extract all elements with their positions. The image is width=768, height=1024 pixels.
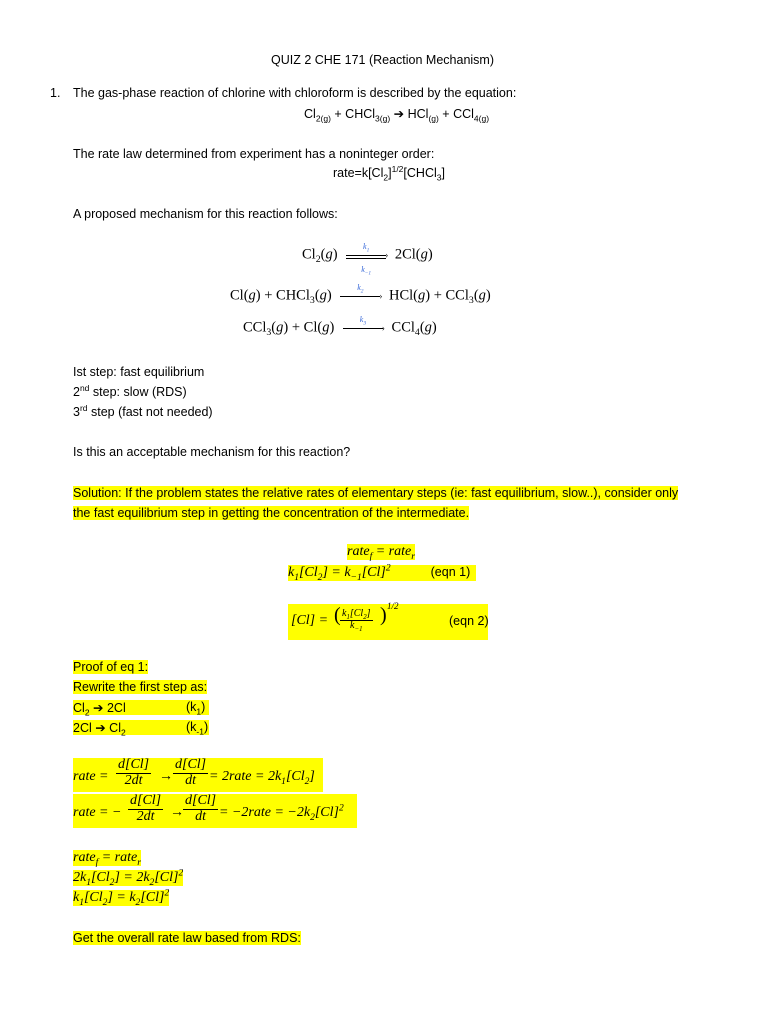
question-intro: The gas-phase reaction of chlorine with chloroform is described by the equation:	[73, 86, 517, 100]
proof-reverse-step: 2Cl ➔ $Cl_2$ $(k_{-1})$	[73, 720, 209, 738]
step-1-label: Ist step: fast equilibrium	[73, 365, 205, 379]
question-number: 1.	[50, 86, 61, 100]
forward-arrow-icon: $k_3$ ›	[341, 317, 385, 339]
solution-line-2: the fast equilibrium step in getting the concentration of the intermediate.	[73, 506, 470, 520]
forward-arrow-icon: $k_2$ ›	[338, 285, 382, 307]
rate-forward-derivation: rate = $\frac{d[Cl]}{2dt}$ → $\frac{d[Cl]}{dt}$ = 2rate = $2k_1[Cl_2]$	[73, 758, 323, 792]
proof-heading: Proof of eq 1:	[73, 660, 149, 674]
eqn-1-label: (eqn 1)	[430, 565, 471, 579]
page-title: QUIZ 2 CHE 171 (Reaction Mechanism)	[271, 53, 494, 67]
overall-equation: $Cl_{2(g)}$ + CHCl$_{3(g)}$ ➔ HCl$_{(g)}$ + CCl$_{4(g)}$	[304, 107, 490, 124]
question-ask: Is this an acceptable mechanism for this reaction?	[73, 445, 351, 459]
rate-law-intro: The rate law determined from experiment has a noninteger order:	[73, 147, 435, 161]
rate-law: $rate=k[Cl_2]^{1/2}[CHCl_3]$	[333, 163, 445, 183]
proof-step-b: $k_1[Cl_2] = k_2[Cl]^2$	[73, 888, 170, 908]
equilibrium-arrow-icon: $k_1$ › $k_{-1}$	[344, 244, 388, 266]
step-3-label: 3rd step (fast not needed)	[73, 402, 213, 419]
rate-reverse-derivation: rate = − $\frac{d[Cl]}{2dt}$ → $\frac{d[Cl]}{dt}$ = −2rate = $-2k_2[Cl]^2$	[73, 794, 357, 828]
rates-equal: rate$_f$ = rate$_r$	[347, 544, 415, 562]
step-2-label: 2nd step: slow (RDS)	[73, 382, 187, 399]
proof-step-a: $2k_1[Cl_2] = 2k_2[Cl]^2$	[73, 868, 184, 888]
solution-line-1: Solution: If the problem states the relative rates of elementary steps (ie: fast equilibrium, slow..), consider only	[73, 486, 679, 500]
equation-1: $k_1[Cl_2] = k_{-1}[Cl]^2$ (eqn 1)	[288, 565, 476, 581]
mechanism-step-2: Cl(g) + CHCl$_3$(g) $k_2$ › HCl(g) + CCl$_3$(g)	[230, 283, 491, 307]
mechanism-intro: A proposed mechanism for this reaction follows:	[73, 207, 338, 221]
eqn-2-label: (eqn 2)	[449, 614, 489, 628]
closing-line: Get the overall rate law based from RDS:	[73, 931, 301, 945]
equation-2: [Cl] = ( $\frac{k_1[Cl_2]}{k_{-1}}$ ) 1/2 (eqn 2)	[288, 604, 488, 640]
proof-forward-step: $Cl_2$ ➔ 2Cl $(k_1)$	[73, 700, 209, 715]
mechanism-step-3: CCl$_3$(g) + Cl(g) $k_3$ › CCl$_4$(g)	[243, 315, 437, 339]
proof-rewrite: Rewrite the first step as:	[73, 680, 208, 694]
proof-rates-equal: rate$_f$ = rate$_r$	[73, 850, 141, 868]
mechanism-step-1: $Cl_2(g)$ $k_1$ › $k_{-1}$ 2Cl(g)	[302, 242, 433, 277]
